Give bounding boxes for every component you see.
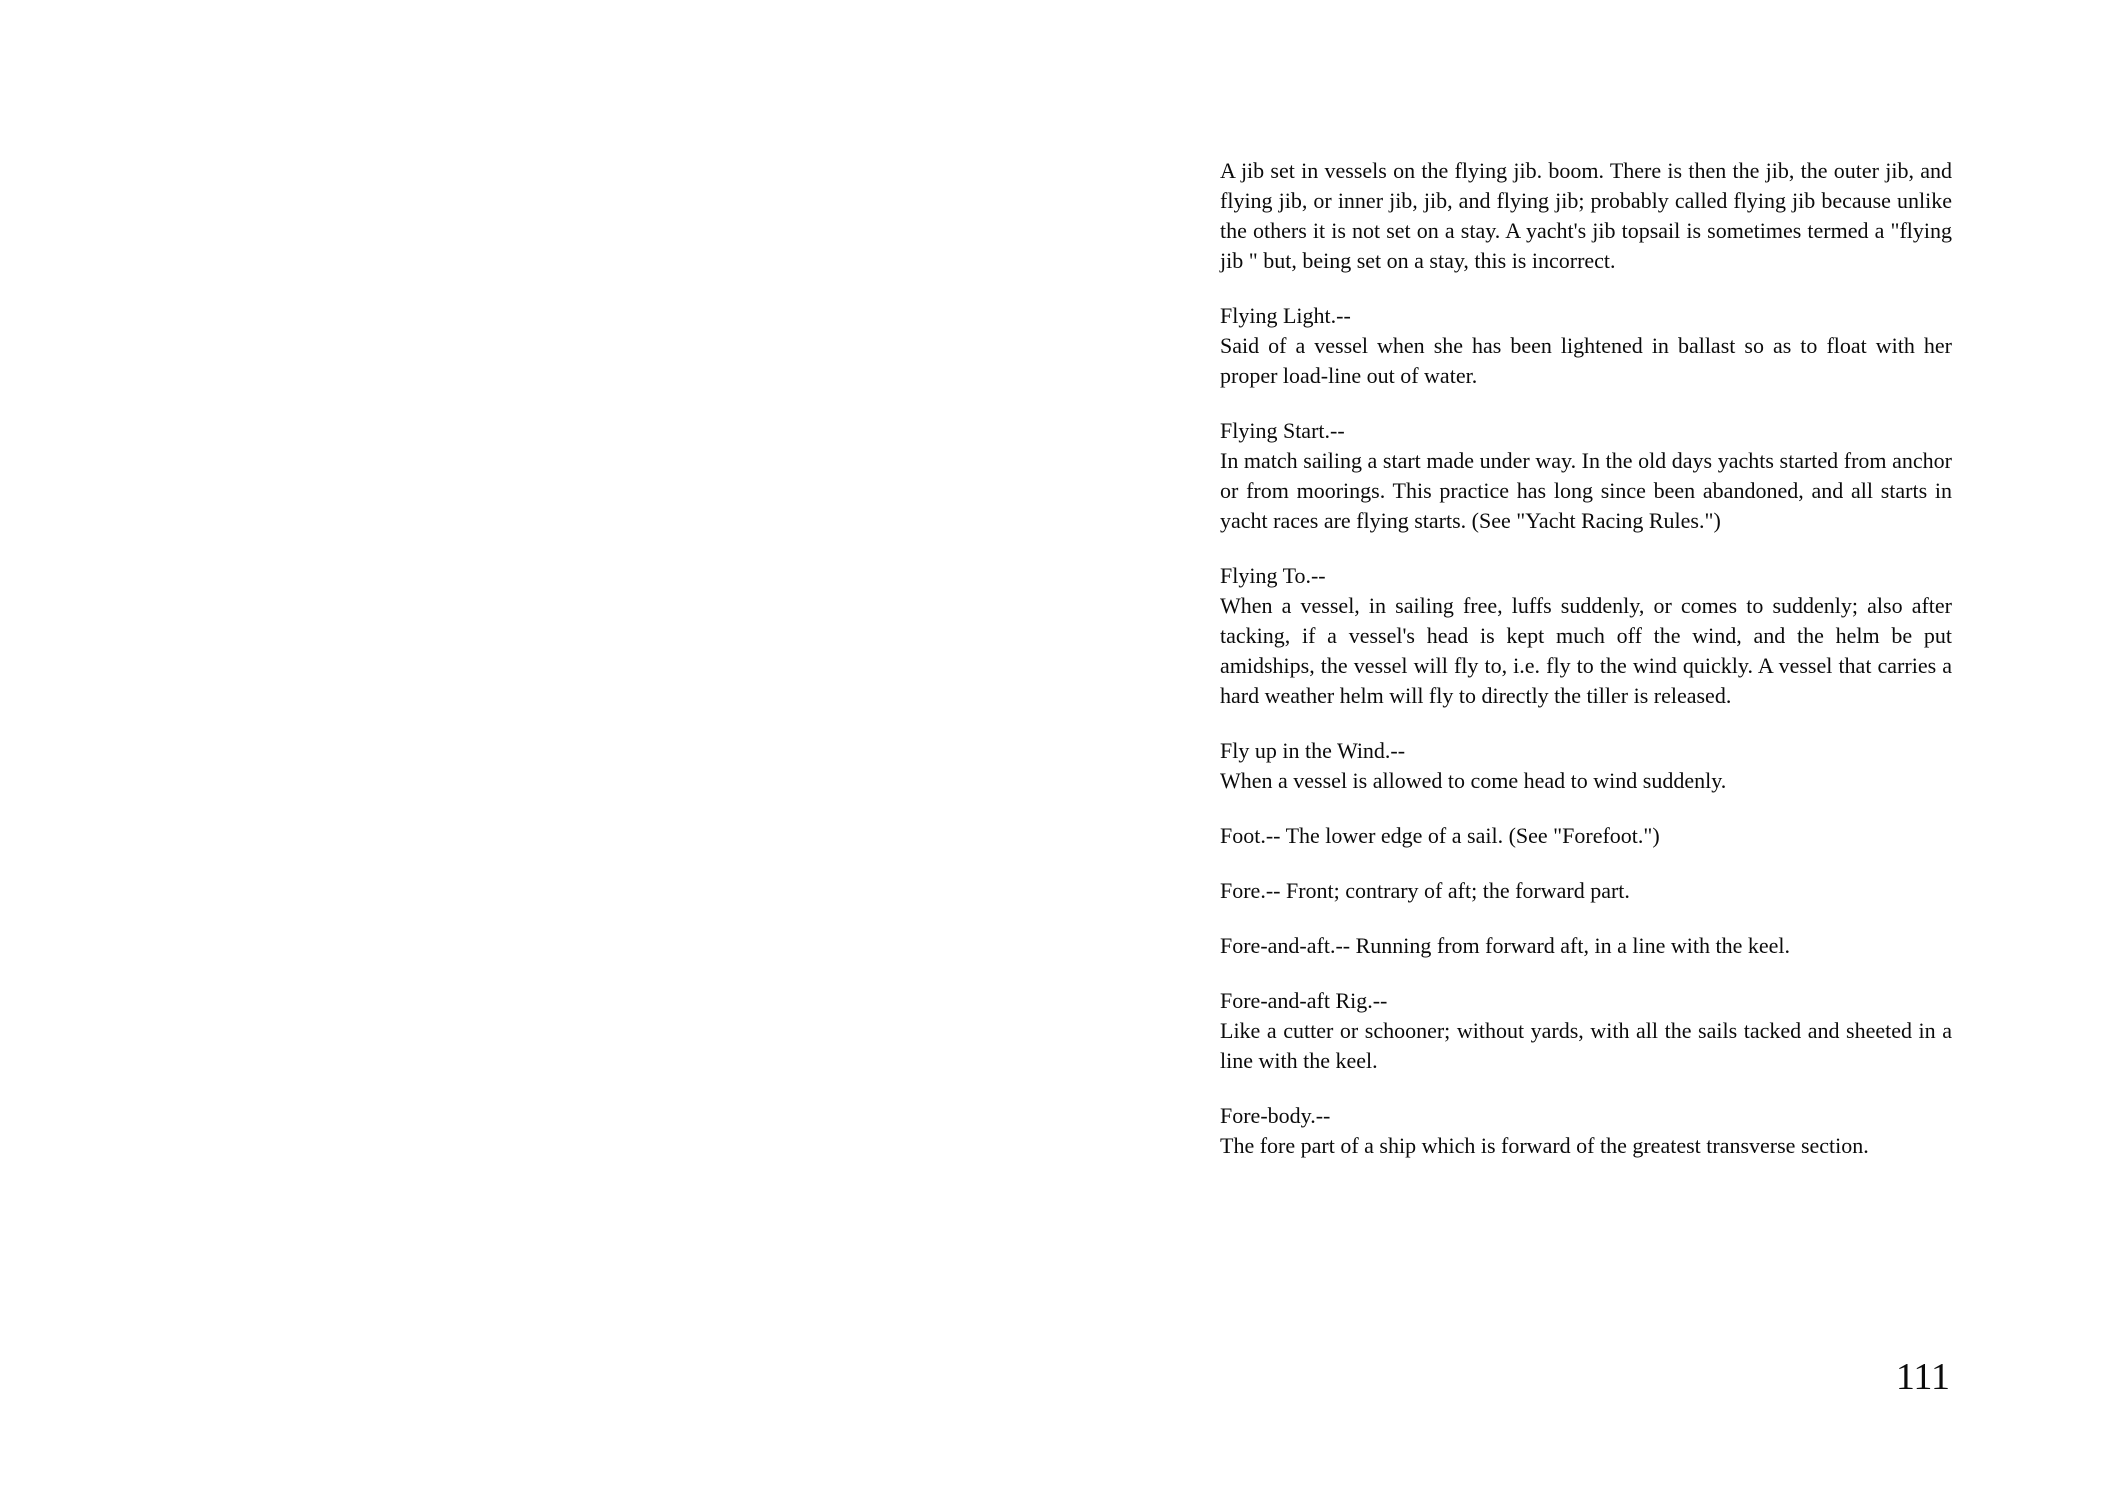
glossary-entry [1220, 301, 1952, 391]
glossary-term: Flying Light.-- [1220, 303, 1351, 328]
glossary-definition: Foot.-- The lower edge of a sail. (See "Forefoot.") [1220, 823, 1660, 848]
page-number: 111 [1895, 1356, 1950, 1398]
glossary-definition: A jib set in vessels on the flying jib. boom. There is then the jib, the outer jib, and flying jib, or inner jib, jib, and flying jib; probably called flying jib because unlike the others it is not set on a stay. A yacht's jib topsail is sometimes termed a "flying jib " but, being set on a stay, this is incorrect. [1220, 158, 1952, 273]
glossary-entry [1220, 736, 1952, 796]
glossary-definition: Fore.-- Front; contrary of aft; the forward part. [1220, 878, 1630, 903]
glossary-term: Flying To.-- [1220, 563, 1326, 588]
glossary-entry [1220, 156, 1952, 276]
glossary-entry [1220, 876, 1952, 906]
glossary-definition: In match sailing a start made under way. In the old days yachts started from anchor or from moorings. This practice has long since been abandoned, and all starts in yacht races are flying starts. (See "Yacht Racing Rules.") [1220, 448, 1952, 533]
glossary-term: Fly up in the Wind.-- [1220, 738, 1406, 763]
glossary-term: Fore-body.-- [1220, 1103, 1331, 1128]
glossary-term: Flying Start.-- [1220, 418, 1345, 443]
glossary-definition: When a vessel, in sailing free, luffs suddenly, or comes to suddenly; also after tacking, if a vessel's head is kept much off the wind, and the helm be put amidships, the vessel will fly to, i.e. fly to the wind quickly. A vessel that carries a hard weather helm will fly to directly the tiller is released. [1220, 593, 1952, 708]
glossary-definition: The fore part of a ship which is forward of the greatest transverse section. [1220, 1133, 1869, 1158]
glossary-entry [1220, 561, 1952, 711]
glossary-text-column [1220, 156, 1952, 1186]
glossary-definition: Like a cutter or schooner; without yards, with all the sails tacked and sheeted in a line with the keel. [1220, 1018, 1952, 1073]
glossary-entry [1220, 416, 1952, 536]
glossary-entry [1220, 931, 1952, 961]
glossary-term: Fore-and-aft Rig.-- [1220, 988, 1388, 1013]
glossary-definition: Said of a vessel when she has been lightened in ballast so as to float with her proper load-line out of water. [1220, 333, 1952, 388]
glossary-entry [1220, 986, 1952, 1076]
glossary-entry [1220, 821, 1952, 851]
glossary-entry [1220, 1101, 1952, 1161]
glossary-definition: Fore-and-aft.-- Running from forward aft, in a line with the keel. [1220, 933, 1790, 958]
glossary-definition: When a vessel is allowed to come head to wind suddenly. [1220, 768, 1727, 793]
